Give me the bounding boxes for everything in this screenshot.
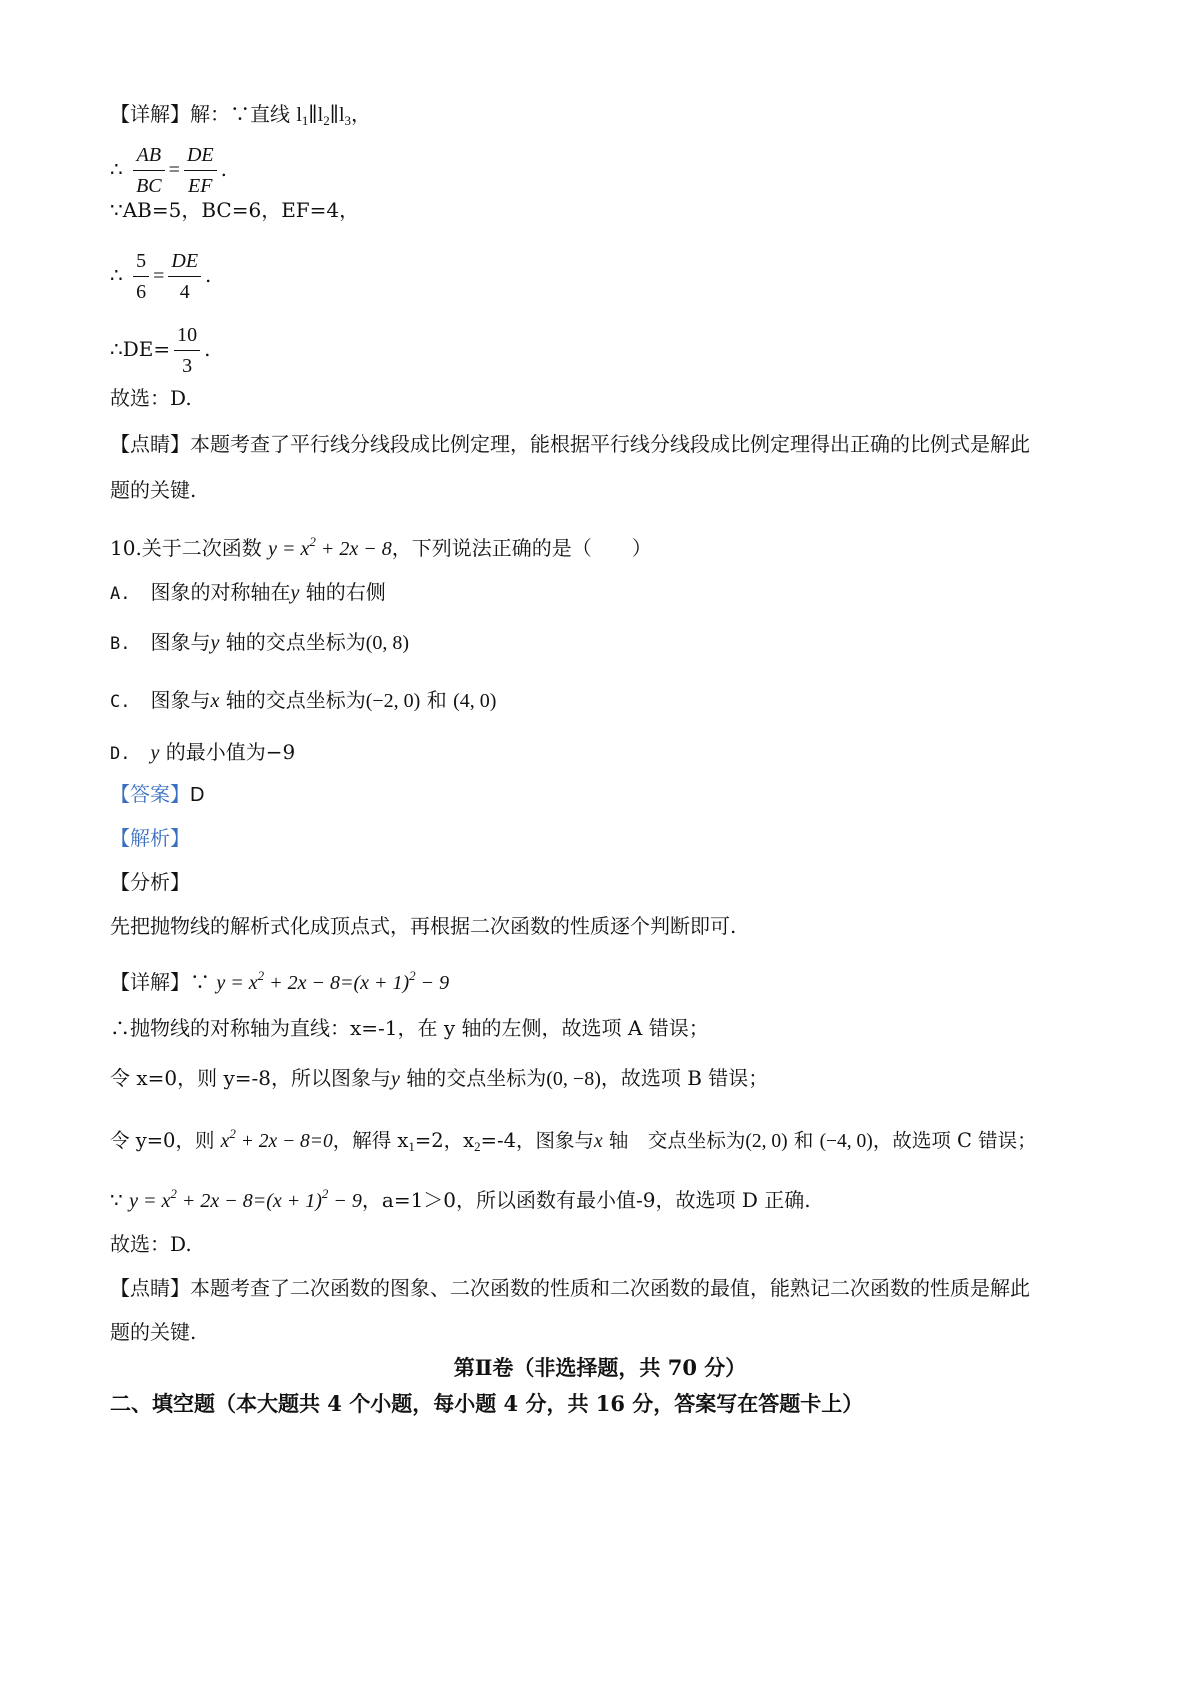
fraction-ab-bc: $\frac{AB}{BC}$ — [133, 142, 165, 199]
answer-label: 【答案】 — [110, 782, 190, 806]
answer-line — [110, 780, 204, 809]
fraction-de-ef: $\frac{DE}{EF}$ — [184, 142, 217, 199]
fenxi-body: 先把抛物线的解析式化成顶点式，再根据二次函数的性质逐个判断即可. — [110, 914, 737, 938]
note2-line-2: 题的关键. — [110, 1320, 197, 1344]
detail-vertex-form: 【详解】∵ $y = x^2 + 2x - 8=(x + 1)^2 - 9$ — [110, 968, 450, 994]
note-line-2: 题的关键. — [110, 478, 197, 502]
option-a[interactable]: A. 图象的对称轴在y 轴的右侧 — [110, 580, 386, 604]
detail-axis: ∴抛物线的对称轴为直线：x=-1，在 y 轴的左侧，故选项 A 错误； — [110, 1016, 709, 1040]
detail-tag: 【详解】解：∵直线 — [110, 102, 297, 126]
ratio-substituted: ∴ $\frac{5}{6}$ = $\frac{DE}{4}$ . — [110, 250, 212, 303]
ratio-equation: ∴ $\frac{AB}{BC}$ = $\frac{DE}{EF}$ . — [110, 144, 227, 197]
fraction-5-6: $\frac{5}{6}$ — [133, 248, 149, 305]
detail-y-intercept: 令 x=0，则 y=-8，所以图象与y 轴的交点坐标为(0, −8)，故选项 B 错误； — [110, 1066, 769, 1090]
quadratic-formula: $y = x^2 + 2x - 8$ — [268, 534, 392, 560]
fraction-de-4: $\frac{DE}{4}$ — [168, 248, 201, 305]
analysis-label: 【解析】 — [110, 826, 190, 850]
question-10: 10.关于二次函数 $y = x^2 + 2x - 8$，下列说法正确的是（ ） — [110, 534, 652, 560]
detail-x-intercepts: 令 y=0，则 $x^2 + 2x - 8=0$，解得 $x_1=2$，$x_2=-4$，图象与x 轴 交点坐标为(2, 0) 和 (−4, 0)，故选项 C 错误； — [110, 1126, 1037, 1154]
section-2-heading: 二、填空题（本大题共 4 个小题，每小题 4 分，共 16 分，答案写在答题卡上） — [110, 1391, 864, 1416]
part-2-title: 第Ⅱ卷（非选择题，共 70 分） — [453, 1355, 747, 1380]
detail-line-parallel: 【详解】解：∵直线 $l_1\parallel l_2\parallel l_3$， — [110, 102, 372, 128]
fenxi-label: 【分析】 — [110, 870, 190, 894]
option-c[interactable]: C. 图象与x 轴的交点坐标为(−2, 0) 和 (4, 0) — [110, 688, 497, 712]
option-b[interactable]: B. 图象与y 轴的交点坐标为(0, 8) — [110, 630, 410, 654]
note-line-1: 【点睛】本题考查了平行线分线段成比例定理，能根据平行线分线段成比例定理得出正确的比例式是解此 — [110, 432, 1030, 456]
fraction-10-3: $\frac{10}{3}$ — [174, 322, 200, 379]
note2-line-1: 【点睛】本题考查了二次函数的图象、二次函数的性质和二次函数的最值，能熟记二次函数的性质是解此 — [110, 1276, 1030, 1300]
given-values: ∵AB=5，BC=6，EF=4， — [110, 198, 360, 222]
choice-line-2: 故选：D. — [110, 1232, 192, 1256]
option-d[interactable]: D. y 的最小值为−9 — [110, 740, 296, 764]
de-result: ∴DE= $\frac{10}{3}$ . — [110, 324, 211, 377]
choice-line: 故选：D. — [110, 386, 192, 410]
detail-minimum: ∵ $y = x^2 + 2x - 8=(x + 1)^2 - 9$，a=1＞0，所以函数有最小值-9，故选项 D 正确. — [110, 1186, 811, 1212]
answer-value: D — [190, 784, 205, 806]
